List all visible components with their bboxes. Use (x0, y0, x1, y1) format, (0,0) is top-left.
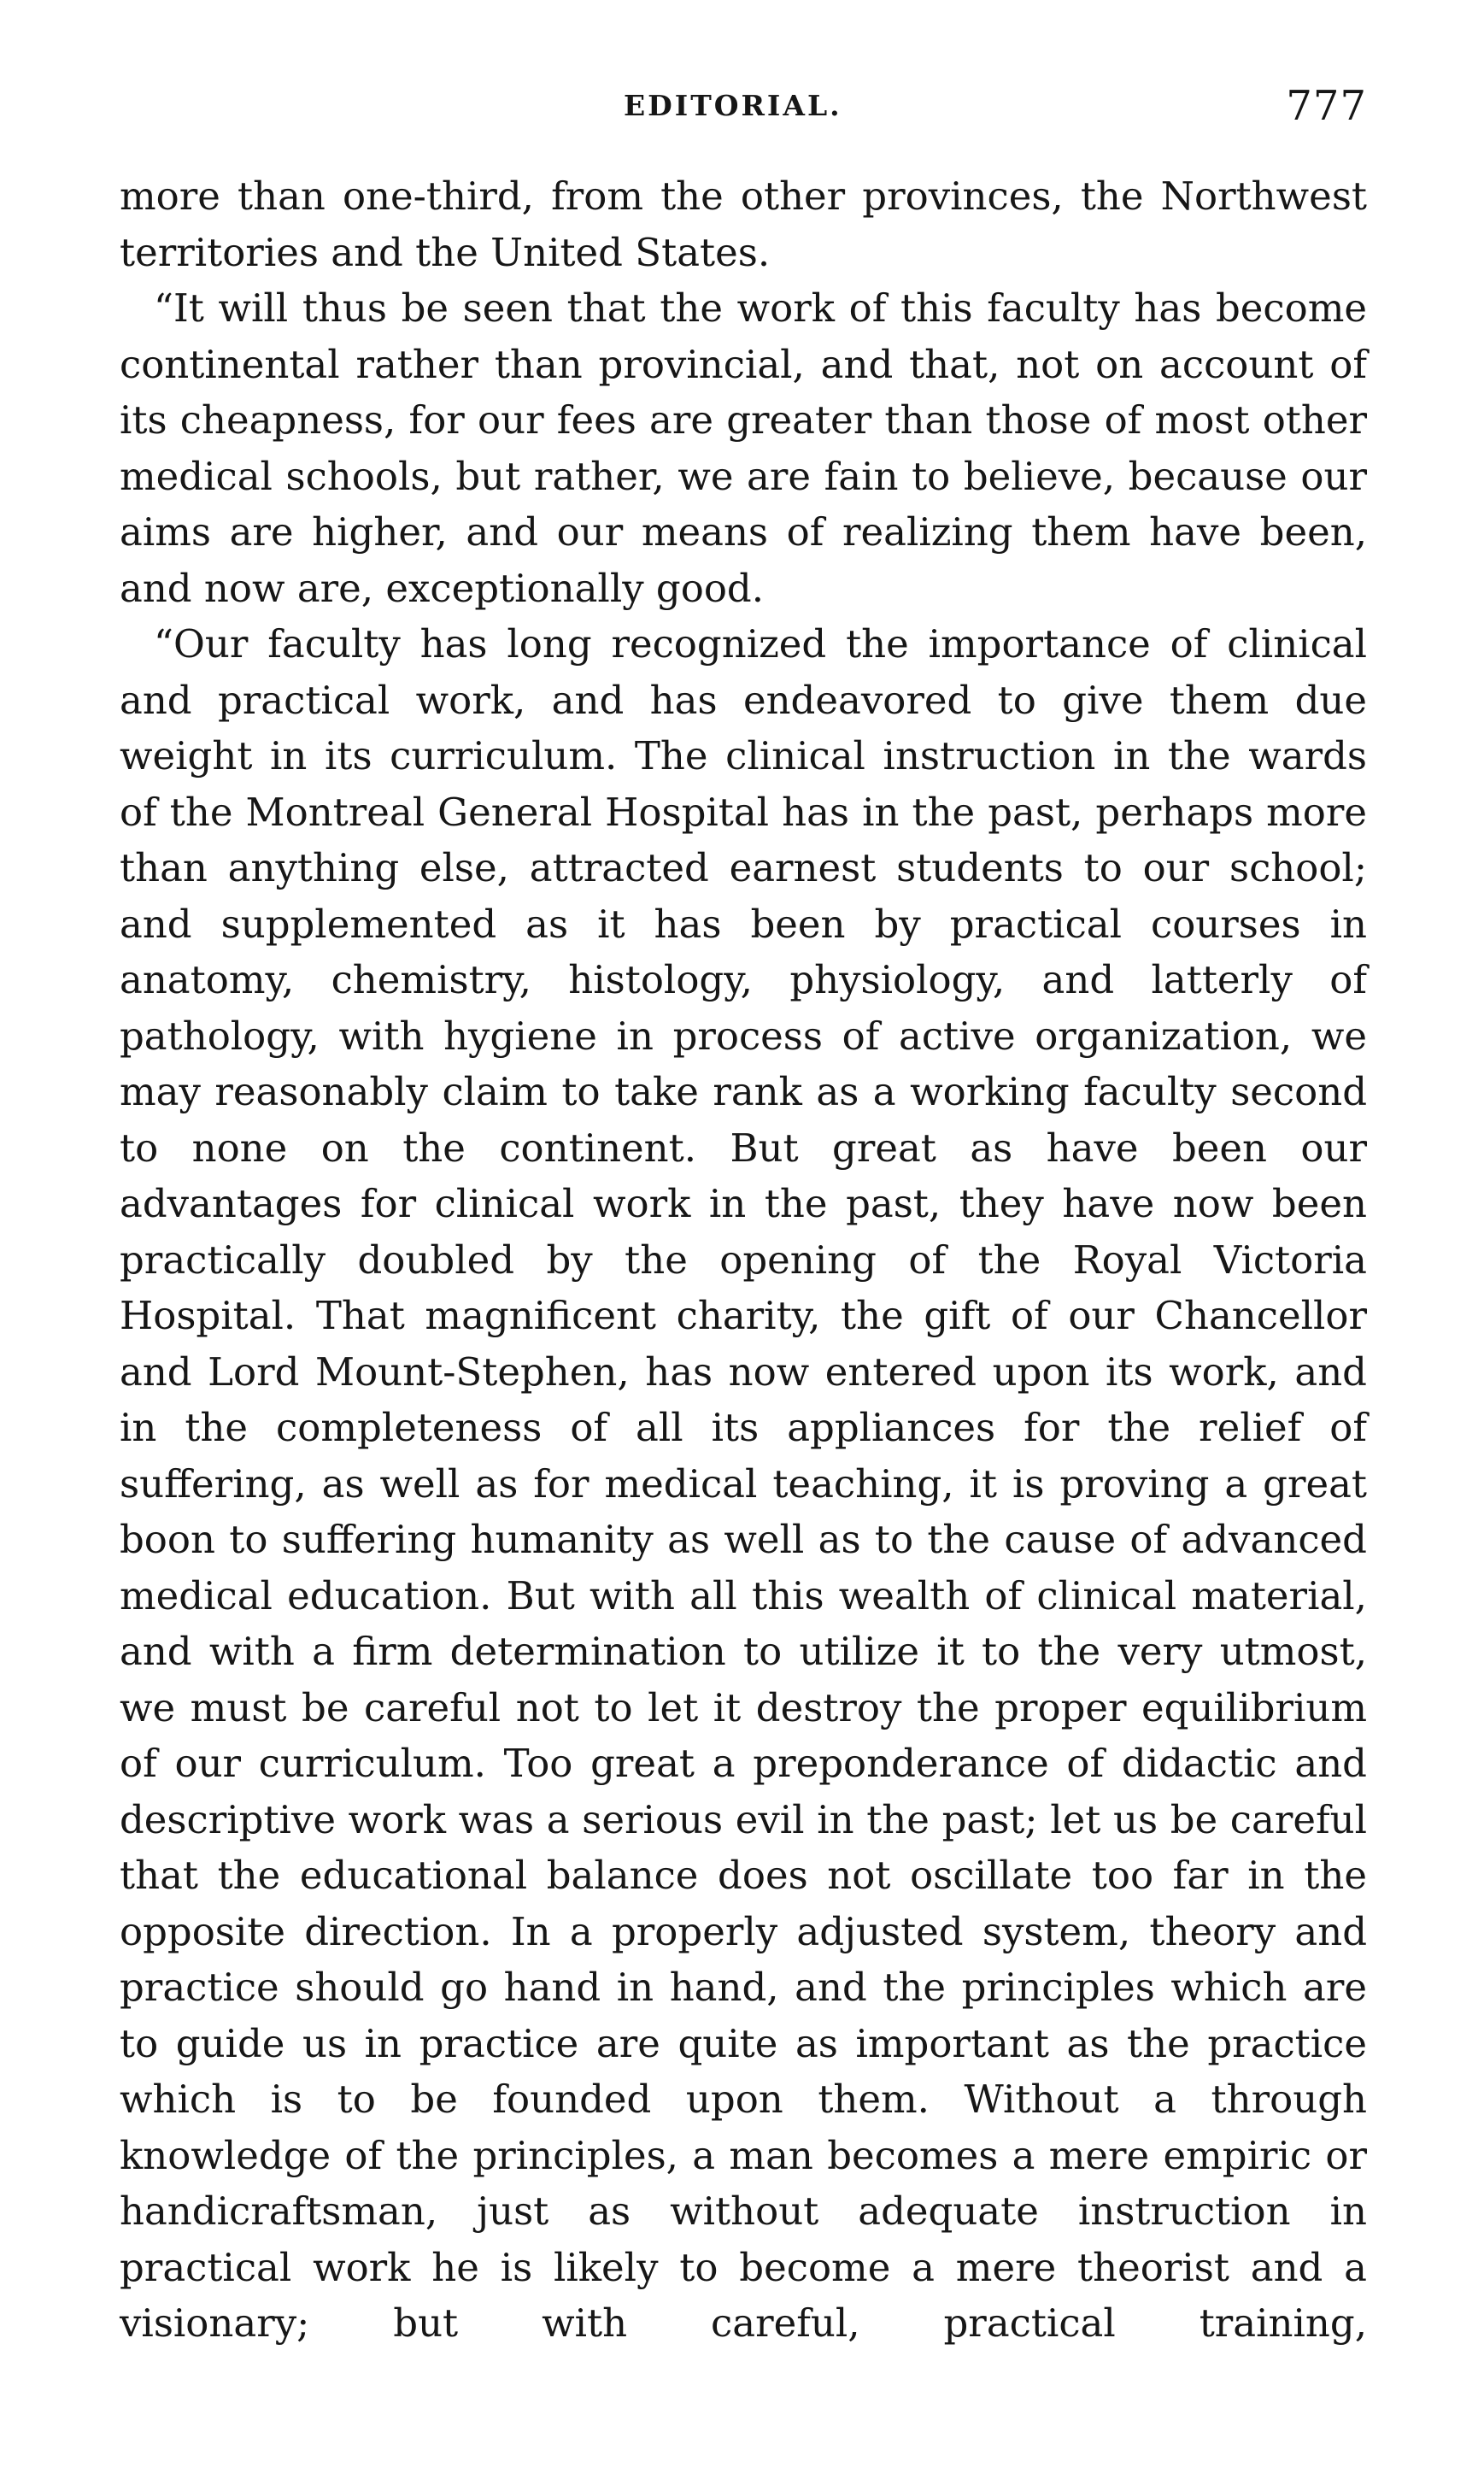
body-text (120, 168, 1367, 2352)
section-title: EDITORIAL. (624, 89, 842, 122)
paragraph-quotation-faculty-continental: “It will thus be seen that the work of this faculty has become continental rather than provincial, and that, not on account of its cheapness, for our fees are greater than those of most other medical schools, but rather, we are fain to believe, because our aims are higher, and our means of realizing them have been, and now are, exceptionally good. (120, 285, 1367, 611)
paragraph-continued: more than one-third, from the other provinces, the Northwest territories and the United States. (120, 173, 1367, 275)
running-head (120, 82, 1367, 133)
paragraph-quotation-clinical-work: “Our faculty has long recognized the importance of clinical and practical work, and has endeavored to give them due weight in its curriculum. The clinical instruction in the wards of the Montreal General Hospital has in the past, perhaps more than anything else, attracted earnest students to our school; and supplemented as it has been by practical courses in anatomy, chemistry, histology, physiology, and latterly of pathology, with hygiene in process of active organization, we may reasonably claim to take rank as a working faculty second to none on the continent. But great as have been our advantages for clinical work in the past, they have now been practically doubled by the opening of the Royal Victoria Hospital. That magnificent charity, the gift of our Chancellor and Lord Mount-Stephen, has now entered upon its work, and in the completeness of all its appliances for the relief of suffering, as well as for medical teaching, it is proving a great boon to suffering humanity as well as to the cause of advanced medical education. But with all this wealth of clinical material, and with a firm determination to utilize it to the very utmost, we must be careful not to let it destroy the proper equilibrium of our curriculum. Too great a preponderance of didactic and descriptive work was a serious evil in the past; let us be careful that the educational balance does not oscillate too far in the opposite direction. In a properly adjusted system, theory and practice should go hand in hand, and the principles which are to guide us in practice are quite as important as the practice which is to be founded upon them. Without a through knowledge of the principles, a man becomes a mere empiric or handicraftsman, just as without adequate instruction in practical work he is likely to become a mere theorist and a visionary; but with careful, practical training, (120, 621, 1367, 2346)
page-number: 777 (1286, 82, 1367, 130)
